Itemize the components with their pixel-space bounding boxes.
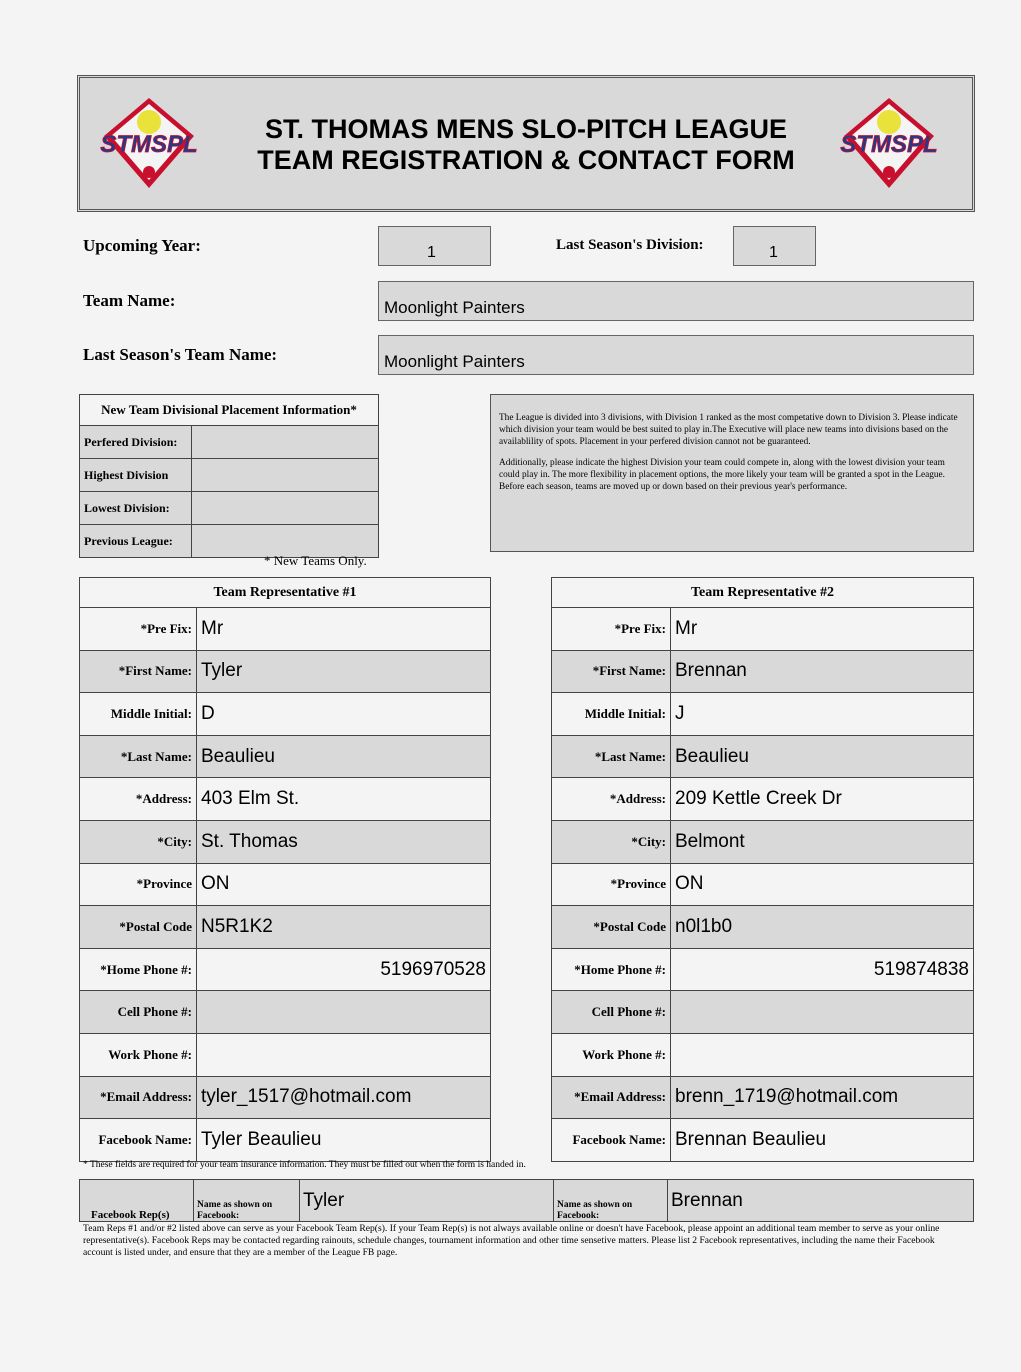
rep-1-middle-initial-field[interactable]: D: [197, 693, 491, 736]
rep-1-pre-fix-field[interactable]: Mr: [197, 608, 491, 651]
rep-1-last-name-field[interactable]: Beaulieu: [197, 735, 491, 778]
rep-2-row: [552, 735, 974, 778]
rep-1-work-phone-label: Work Phone #:: [80, 1033, 197, 1076]
rep-1-address-label: *Address:: [80, 778, 197, 821]
rep-2-row: [552, 948, 974, 991]
new-teams-footnote: * New Teams Only.: [264, 553, 367, 568]
form-header: [77, 75, 975, 212]
rep-2-row: [552, 1076, 974, 1119]
rep-1-row: [80, 1033, 491, 1076]
rep-1-city-field[interactable]: St. Thomas: [197, 820, 491, 863]
fb-rep-2-value: Brennan: [671, 1190, 743, 1211]
team-rep-1-table: [79, 577, 491, 1162]
rep-2-row: [552, 693, 974, 736]
facebook-reps-row: [79, 1179, 974, 1222]
rep-2-facebook-name-label: Facebook Name:: [552, 1119, 671, 1162]
rep-1-row: [80, 778, 491, 821]
lowest-division-label: Lowest Division:: [80, 492, 192, 525]
rep-1-work-phone-field[interactable]: [197, 1033, 491, 1076]
rep-1-title: Team Representative #1: [80, 578, 491, 608]
rep-2-row: [552, 608, 974, 651]
rep-2-email-address-field[interactable]: brenn_1719@hotmail.com: [671, 1076, 974, 1119]
highest-division-label: Highest Division: [80, 459, 192, 492]
new-team-placement-table: [79, 394, 379, 558]
rep-2-last-name-field[interactable]: Beaulieu: [671, 735, 974, 778]
rep-1-postal-code-field[interactable]: N5R1K2: [197, 906, 491, 949]
rep-1-row: [80, 1076, 491, 1119]
fb-name-label-1: Name as shown on Facebook:: [197, 1200, 273, 1221]
rep-2-last-name-label: *Last Name:: [552, 735, 671, 778]
rep-2-row: [552, 778, 974, 821]
rep-2-facebook-name-field[interactable]: Brennan Beaulieu: [671, 1119, 974, 1162]
facebook-footnote: Team Reps #1 and/or #2 listed above can serve as your Facebook Team Rep(s). If your Team Rep(s) is not always available online or doesn't have Facebook, please appoint an additional team member to serve as your online representative(s). Facebook Reps may be contacted regarding rainouts, schedule changes, tournament information and other time sensetive matters. Please list 2 Facebook representatives, including the name their Facebook account is listed under, and ensure that they are a member of the League FB page.: [83, 1223, 940, 1258]
rep-2-cell-phone-field[interactable]: [671, 991, 974, 1034]
rep-1-row: [80, 820, 491, 863]
rep-1-facebook-name-field[interactable]: Tyler Beaulieu: [197, 1119, 491, 1162]
last-team-name-value: Moonlight Painters: [384, 352, 525, 371]
league-logo-left: [94, 96, 204, 192]
team-name-label: Team Name:: [83, 291, 176, 310]
upcoming-year-field[interactable]: [378, 226, 491, 266]
fb-rep-1-value: Tyler: [303, 1190, 345, 1211]
rep-1-cell-phone-label: Cell Phone #:: [80, 991, 197, 1034]
league-logo-right: [834, 96, 944, 192]
rep-2-row: [552, 1119, 974, 1162]
rep-2-pre-fix-field[interactable]: Mr: [671, 608, 974, 651]
rep-1-row: [80, 991, 491, 1034]
team-name-value: Moonlight Painters: [384, 298, 525, 317]
lowest-division-input[interactable]: [192, 492, 379, 525]
last-team-name-label: Last Season's Team Name:: [83, 345, 278, 364]
rep-2-row: [552, 863, 974, 906]
rep-1-city-label: *City:: [80, 820, 197, 863]
rep-2-row: [552, 650, 974, 693]
new-team-header: New Team Divisional Placement Information*: [80, 395, 379, 426]
rep-1-row: [80, 948, 491, 991]
rep-2-address-label: *Address:: [552, 778, 671, 821]
title-line-2: TEAM REGISTRATION & CONTACT FORM: [257, 145, 795, 175]
rep-1-row: [80, 906, 491, 949]
rep-1-row: [80, 650, 491, 693]
rep-2-work-phone-label: Work Phone #:: [552, 1033, 671, 1076]
last-division-field[interactable]: [733, 226, 816, 266]
rep-1-row: [80, 735, 491, 778]
rep-2-first-name-label: *First Name:: [552, 650, 671, 693]
rep-2-row: [552, 820, 974, 863]
facebook-reps-label: Facebook Rep(s): [91, 1209, 170, 1221]
rep-2-row: [552, 991, 974, 1034]
division-note-paragraph-2: Additionally, please indicate the highest Division your team could compete in, along with the lowest division your team could play in. The more flexibility in placement options, the more likely your team will be granted a spot in the League. Before each season, teams are moved up or down based on their previous year's performance.: [499, 458, 945, 492]
rep-1-row: [80, 693, 491, 736]
rep-1-first-name-label: *First Name:: [80, 650, 197, 693]
facebook-reps-label-cell: [80, 1180, 194, 1221]
upcoming-year-label: Upcoming Year:: [83, 236, 201, 255]
logo-text: STMSPL: [840, 131, 938, 158]
rep-2-province-field[interactable]: ON: [671, 863, 974, 906]
rep-1-province-field[interactable]: ON: [197, 863, 491, 906]
rep-2-work-phone-field[interactable]: [671, 1033, 974, 1076]
rep-2-address-field[interactable]: 209 Kettle Creek Dr: [671, 778, 974, 821]
title-line-1: ST. THOMAS MENS SLO-PITCH LEAGUE: [264, 114, 788, 144]
division-note-paragraph-1: The League is divided into 3 divisions, with Division 1 ranked as the most competative down to Division 3. Please indicate which division your team would be best suited to play in.The Executive will place new teams into divisions based on the availablility of spots. Placement in your perfered division cannot not be guaranteed.: [499, 413, 958, 447]
rep-1-home-phone-label: *Home Phone #:: [80, 948, 197, 991]
last-division-value: 1: [769, 244, 778, 261]
division-info-note: [490, 394, 974, 552]
fb-name-label-cell-1: [193, 1180, 300, 1221]
rep-2-city-field[interactable]: Belmont: [671, 820, 974, 863]
team-name-field[interactable]: [378, 281, 974, 321]
rep-2-postal-code-label: *Postal Code: [552, 906, 671, 949]
rep-1-email-address-field[interactable]: tyler_1517@hotmail.com: [197, 1076, 491, 1119]
rep-2-city-label: *City:: [552, 820, 671, 863]
rep-1-facebook-name-label: Facebook Name:: [80, 1119, 197, 1162]
rep-2-row: [552, 906, 974, 949]
rep-2-pre-fix-label: *Pre Fix:: [552, 608, 671, 651]
rep-1-first-name-field[interactable]: Tyler: [197, 650, 491, 693]
rep-2-home-phone-field[interactable]: 519874838: [671, 948, 974, 991]
previous-league-label: Previous League:: [80, 525, 192, 558]
fb-name-label-cell-2: [553, 1180, 668, 1221]
rep-2-email-address-label: *Email Address:: [552, 1076, 671, 1119]
rep-1-email-address-label: *Email Address:: [80, 1076, 197, 1119]
rep-1-cell-phone-field[interactable]: [197, 991, 491, 1034]
rep-2-cell-phone-label: Cell Phone #:: [552, 991, 671, 1034]
rep-1-pre-fix-label: *Pre Fix:: [80, 608, 197, 651]
upcoming-year-value: 1: [427, 244, 436, 261]
rep-1-home-phone-field[interactable]: 5196970528: [197, 948, 491, 991]
rep-2-title: Team Representative #2: [552, 578, 974, 608]
rep-2-middle-initial-field[interactable]: J: [671, 693, 974, 736]
fb-name-label-2: Name as shown on Facebook:: [557, 1200, 633, 1221]
required-fields-note: * These fields are required for your team insurance information. They must be filled out when the form is handed in.: [83, 1160, 526, 1170]
rep-1-address-field[interactable]: 403 Elm St.: [197, 778, 491, 821]
team-rep-2-table: [551, 577, 974, 1162]
highest-division-input[interactable]: [192, 459, 379, 492]
rep-2-middle-initial-label: Middle Initial:: [552, 693, 671, 736]
logo-text: STMSPL: [100, 131, 198, 158]
rep-2-first-name-field[interactable]: Brennan: [671, 650, 974, 693]
fb-rep-1-field[interactable]: [299, 1180, 554, 1221]
rep-1-middle-initial-label: Middle Initial:: [80, 693, 197, 736]
last-team-name-field[interactable]: [378, 335, 974, 375]
rep-1-row: [80, 608, 491, 651]
rep-2-home-phone-label: *Home Phone #:: [552, 948, 671, 991]
preferred-division-input[interactable]: [192, 426, 379, 459]
form-title: [220, 114, 832, 176]
rep-1-province-label: *Province: [80, 863, 197, 906]
rep-2-province-label: *Province: [552, 863, 671, 906]
fb-rep-2-field[interactable]: [667, 1180, 973, 1221]
rep-1-postal-code-label: *Postal Code: [80, 906, 197, 949]
rep-1-last-name-label: *Last Name:: [80, 735, 197, 778]
last-division-label: Last Season's Division:: [556, 237, 704, 253]
rep-2-row: [552, 1033, 974, 1076]
rep-1-row: [80, 1119, 491, 1162]
rep-1-row: [80, 863, 491, 906]
rep-2-postal-code-field[interactable]: n0l1b0: [671, 906, 974, 949]
preferred-division-label: Perfered Division:: [80, 426, 192, 459]
